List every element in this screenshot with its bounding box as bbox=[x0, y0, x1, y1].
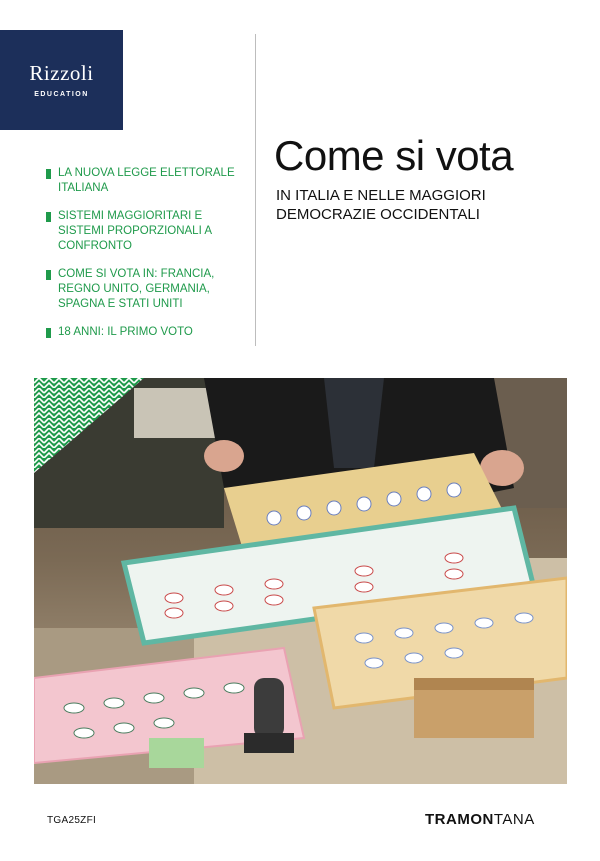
topic-text: COME SI VOTA IN: FRANCIA, REGNO UNITO, GERMANIA, SPAGNA E STATI UNITI bbox=[58, 268, 215, 310]
cover-subtitle: IN ITALIA E NELLE MAGGIORI DEMOCRAZIE OCCIDENTALI bbox=[276, 187, 486, 223]
topic-item bbox=[46, 325, 251, 340]
vertical-divider bbox=[255, 34, 256, 346]
topic-item bbox=[46, 267, 251, 312]
topic-text: 18 ANNI: IL PRIMO VOTO bbox=[58, 326, 193, 338]
topic-marker-icon bbox=[46, 270, 51, 280]
product-code: TGA25ZFI bbox=[47, 815, 97, 826]
tramontana-logo bbox=[425, 811, 535, 828]
topic-marker-icon bbox=[46, 169, 51, 179]
topic-text: LA NUOVA LEGGE ELETTORALE ITALIANA bbox=[58, 167, 235, 194]
topic-item bbox=[46, 209, 251, 254]
logo-sub: EDUCATION bbox=[34, 91, 89, 98]
cover-title: Come si vota bbox=[274, 132, 514, 179]
topic-marker-icon bbox=[46, 328, 51, 338]
ballot-papers-photo bbox=[34, 378, 567, 784]
topic-text: SISTEMI MAGGIORITARI E SISTEMI PROPORZIONALI A CONFRONTO bbox=[58, 210, 212, 252]
brand-bold-part: TRAMON bbox=[425, 811, 494, 828]
logo-name: Rizzoli bbox=[29, 61, 94, 85]
rizzoli-education-logo bbox=[0, 30, 123, 130]
brand-light-part: TANA bbox=[493, 811, 535, 828]
topic-marker-icon bbox=[46, 212, 51, 222]
topic-list bbox=[46, 166, 251, 353]
topic-item bbox=[46, 166, 251, 196]
